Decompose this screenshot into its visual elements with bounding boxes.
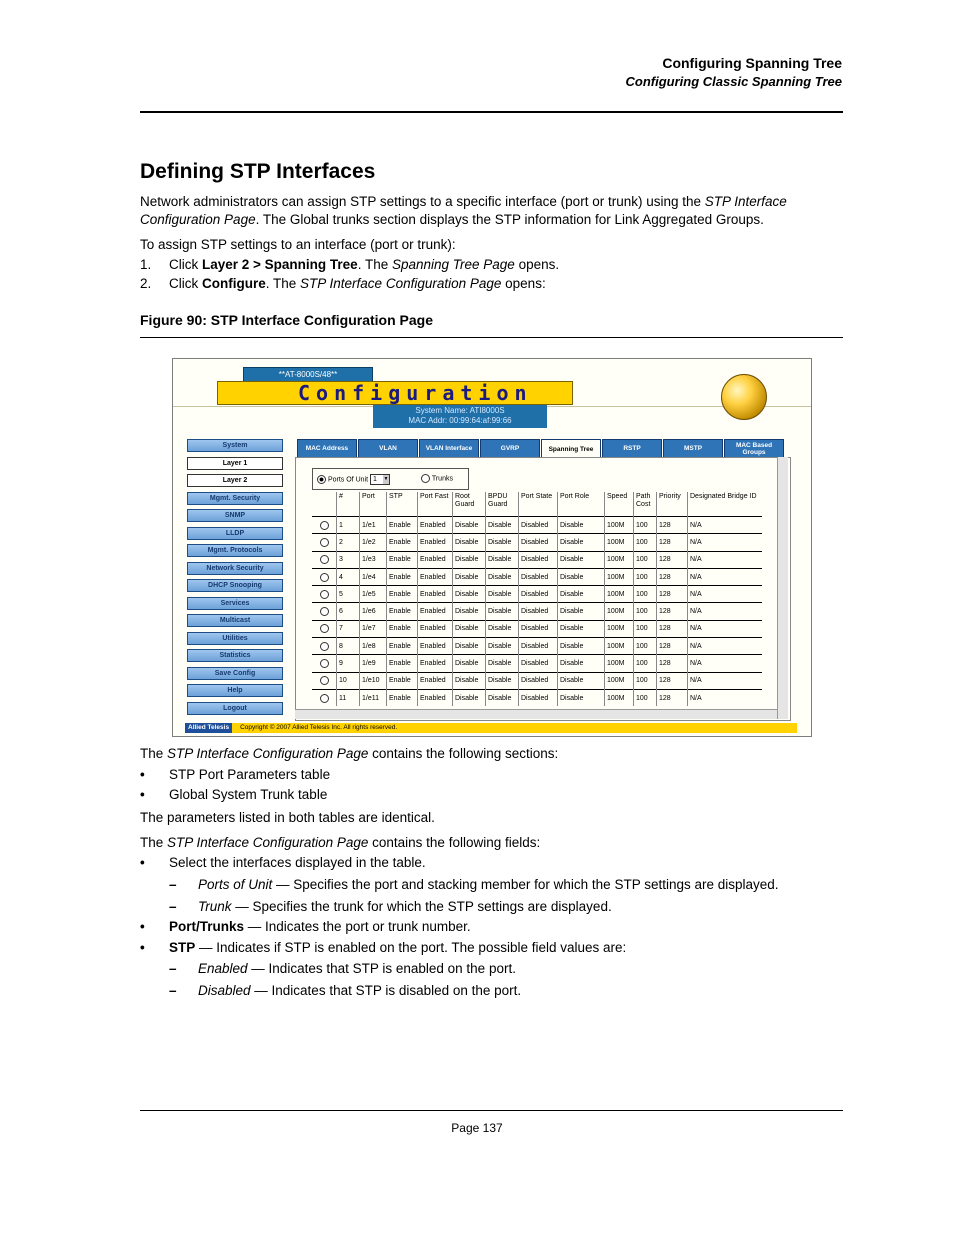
menu-lldp[interactable]: LLDP	[187, 527, 283, 540]
menu-help[interactable]: Help	[187, 684, 283, 697]
table-row	[312, 517, 762, 534]
table-cell: 5	[337, 586, 360, 603]
table-cell: Disable	[453, 603, 486, 620]
table-row	[312, 638, 762, 655]
table-cell: 6	[337, 603, 360, 620]
table-row	[312, 689, 762, 706]
chevron-down-icon: ▼	[383, 476, 389, 482]
table-cell: Disable	[558, 638, 605, 655]
table-cell: Enable	[387, 534, 418, 551]
table-cell: N/A	[688, 568, 763, 585]
row-select-radio[interactable]	[320, 521, 329, 530]
table-cell: 128	[657, 655, 688, 672]
table-cell: 128	[657, 551, 688, 568]
table-cell: 100	[634, 568, 657, 585]
field-port-trunks: • Port/Trunks — Indicates the port or trunk number.	[140, 919, 471, 934]
table-cell: 1/e2	[360, 534, 387, 551]
col-stp: STP	[387, 492, 418, 517]
table-cell: Enable	[387, 586, 418, 603]
col-port-role: Port Role	[558, 492, 605, 517]
table-row	[312, 586, 762, 603]
fields-intro: The STP Interface Configuration Page contains the following fields:	[140, 835, 541, 850]
table-cell: Enable	[387, 517, 418, 534]
field-trunk: – Trunk — Specifies the trunk for which the STP settings are displayed.	[169, 899, 612, 914]
table-cell: Enabled	[418, 655, 453, 672]
table-cell: N/A	[688, 586, 763, 603]
table-cell: Disable	[558, 586, 605, 603]
footer-rule	[140, 1110, 843, 1111]
figure-caption: Figure 90: STP Interface Configuration Page	[140, 312, 434, 328]
table-cell: 1/e1	[360, 517, 387, 534]
table-cell: Enabled	[418, 672, 453, 689]
table-row	[312, 655, 762, 672]
menu-save-config[interactable]: Save Config	[187, 667, 283, 680]
table-cell: 128	[657, 568, 688, 585]
value-disabled: – Disabled — Indicates that STP is disabled on the port.	[169, 983, 522, 998]
table-cell: 11	[337, 689, 360, 706]
table-cell: 128	[657, 672, 688, 689]
table-cell: Disable	[486, 568, 519, 585]
screenshot-footer	[185, 723, 797, 733]
table-cell: 8	[337, 638, 360, 655]
table-cell: 100M	[605, 517, 634, 534]
table-cell: Disable	[558, 551, 605, 568]
table-cell: Enable	[387, 568, 418, 585]
table-cell: 100M	[605, 672, 634, 689]
table-cell: Disabled	[519, 603, 558, 620]
stp-port-table	[312, 492, 762, 706]
col-port: Port	[360, 492, 387, 517]
tab-bar	[295, 439, 785, 457]
table-cell: N/A	[688, 534, 763, 551]
table-cell: 100	[634, 655, 657, 672]
table-row	[312, 551, 762, 568]
table-cell: 1/e3	[360, 551, 387, 568]
menu-multicast[interactable]: Multicast	[187, 614, 283, 627]
section-item: • Global System Trunk table	[140, 787, 328, 802]
table-cell: Disable	[558, 672, 605, 689]
table-cell: Enabled	[418, 689, 453, 706]
table-cell: Disable	[558, 517, 605, 534]
menu-mgmt-security[interactable]: Mgmt. Security	[187, 492, 283, 505]
table-cell: Disable	[486, 603, 519, 620]
table-cell: Enable	[387, 620, 418, 637]
table-cell: Disable	[558, 655, 605, 672]
col-number: #	[337, 492, 360, 517]
table-cell: 100	[634, 534, 657, 551]
table-cell: 1/e8	[360, 638, 387, 655]
table-cell: Disable	[453, 568, 486, 585]
table-cell: 7	[337, 620, 360, 637]
section-title: Defining STP Interfaces	[140, 160, 376, 183]
value-enabled: – Enabled — Indicates that STP is enabled on the port.	[169, 961, 516, 976]
table-cell: 100M	[605, 568, 634, 585]
identical-note: The parameters listed in both tables are identical.	[140, 810, 435, 825]
table-row	[312, 603, 762, 620]
configuration-banner	[217, 381, 573, 405]
tab-gvrp[interactable]: GVRP	[480, 439, 540, 458]
ports-label: Ports	[327, 476, 345, 484]
table-cell: Enabled	[418, 586, 453, 603]
copyright-text: Copyright © 2007 Allied Telesis Inc. All rights reserved.	[240, 724, 398, 731]
table-cell: Disable	[453, 517, 486, 534]
configuration-banner-text: Configuration	[298, 381, 533, 405]
table-cell: Disable	[453, 620, 486, 637]
unit-select[interactable]: 1 ▼	[370, 474, 390, 485]
table-cell: 100	[634, 603, 657, 620]
field-stp: • STP — Indicates if STP is enabled on the port. The possible field values are:	[140, 940, 627, 955]
table-cell: Disable	[558, 568, 605, 585]
table-cell: Disable	[453, 638, 486, 655]
page-number: Page 137	[451, 1121, 503, 1135]
menu-layer-2[interactable]: Layer 2	[187, 474, 283, 487]
col-speed: Speed	[605, 492, 634, 517]
table-cell: Disable	[486, 517, 519, 534]
table-cell: Enable	[387, 551, 418, 568]
model-label: **AT-8000S/48**	[243, 367, 373, 383]
table-cell: 1/e11	[360, 689, 387, 706]
tab-rstp[interactable]: RSTP	[602, 439, 662, 458]
table-cell: Disabled	[519, 534, 558, 551]
row-select-radio[interactable]	[320, 642, 329, 651]
step-2: 2. Click Configure. The STP Interface Configuration Page opens:	[140, 276, 546, 291]
table-row	[312, 534, 762, 551]
table-cell: N/A	[688, 551, 763, 568]
table-cell: 10	[337, 672, 360, 689]
table-cell: Disable	[558, 603, 605, 620]
row-select-radio[interactable]	[320, 607, 329, 616]
table-cell: Enable	[387, 655, 418, 672]
table-cell: Disable	[486, 586, 519, 603]
table-cell: Enabled	[418, 551, 453, 568]
table-cell: 1/e7	[360, 620, 387, 637]
table-cell: 100	[634, 551, 657, 568]
ports-radio[interactable]	[317, 475, 326, 484]
menu-utilities[interactable]: Utilities	[187, 632, 283, 645]
table-cell: Disable	[558, 534, 605, 551]
table-cell: Disable	[453, 672, 486, 689]
table-cell: Enable	[387, 672, 418, 689]
table-cell: 1	[337, 517, 360, 534]
allied-telesis-logo: Allied Telesis	[185, 723, 232, 733]
table-cell: 100M	[605, 638, 634, 655]
col-root-guard: Root Guard	[453, 492, 486, 517]
table-cell: Disable	[486, 655, 519, 672]
table-cell: 128	[657, 638, 688, 655]
table-cell: N/A	[688, 655, 763, 672]
table-cell: Disable	[486, 534, 519, 551]
table-cell: Disable	[453, 655, 486, 672]
row-select-radio[interactable]	[320, 659, 329, 668]
table-cell: 100	[634, 672, 657, 689]
table-cell: 128	[657, 689, 688, 706]
table-cell: Disabled	[519, 568, 558, 585]
row-select-radio[interactable]	[320, 538, 329, 547]
row-select-radio[interactable]	[320, 694, 329, 703]
table-cell: Enabled	[418, 620, 453, 637]
tab-mac-address[interactable]: MAC Address	[297, 439, 357, 458]
table-cell: Disable	[486, 620, 519, 637]
interface-selector	[312, 468, 469, 490]
table-cell: Disable	[558, 620, 605, 637]
table-row	[312, 672, 762, 689]
field-ports-of-unit: – Ports of Unit — Specifies the port and stacking member for which the STP settings are displayed.	[169, 877, 779, 892]
table-cell: N/A	[688, 620, 763, 637]
mac-address: MAC Addr: 00:99:64:af:99:66	[408, 416, 512, 425]
table-cell: 1/e4	[360, 568, 387, 585]
tab-mstp[interactable]: MSTP	[663, 439, 723, 458]
table-cell: Enabled	[418, 603, 453, 620]
table-cell: 100M	[605, 689, 634, 706]
table-cell: Enabled	[418, 638, 453, 655]
menu-services[interactable]: Services	[187, 597, 283, 610]
table-cell: N/A	[688, 603, 763, 620]
menu-layer-1[interactable]: Layer 1	[187, 457, 283, 470]
menu-system[interactable]: System	[187, 439, 283, 452]
menu-network-security[interactable]: Network Security	[187, 562, 283, 575]
system-info-box	[373, 405, 547, 428]
table-cell: Disable	[453, 586, 486, 603]
field-select-interfaces: • Select the interfaces displayed in the table.	[140, 855, 426, 870]
row-select-radio[interactable]	[320, 573, 329, 582]
left-menu	[187, 439, 283, 719]
col-port-state: Port State	[519, 492, 558, 517]
table-cell: Enabled	[418, 534, 453, 551]
col-port-fast: Port Fast	[418, 492, 453, 517]
table-cell: Enable	[387, 638, 418, 655]
system-name: System Name: ATI8000S	[415, 406, 505, 415]
row-select-radio[interactable]	[320, 676, 329, 685]
table-cell: Disable	[453, 534, 486, 551]
table-cell: 100	[634, 620, 657, 637]
table-cell: 100	[634, 689, 657, 706]
running-header-section: Configuring Classic Spanning Tree	[625, 74, 842, 89]
table-cell: Enable	[387, 689, 418, 706]
step-1: 1. Click Layer 2 > Spanning Tree. The Spanning Tree Page opens.	[140, 257, 560, 272]
col-designated-bridge-id: Designated Bridge ID	[690, 493, 757, 500]
table-cell: Disable	[453, 551, 486, 568]
table-cell: Disabled	[519, 672, 558, 689]
table-cell: 100M	[605, 620, 634, 637]
table-cell: Disable	[486, 689, 519, 706]
table-cell: 1/e9	[360, 655, 387, 672]
table-cell: 1/e10	[360, 672, 387, 689]
table-cell: 4	[337, 568, 360, 585]
intro-paragraph: Network administrators can assign STP settings to a specific interface (port or trunk) using the STP Interface Configuration Page. The Global trunks section displays the STP information for Link Aggregated Groups.	[140, 194, 787, 227]
trunks-radio[interactable]	[421, 474, 430, 483]
table-cell: N/A	[688, 689, 763, 706]
table-cell: 2	[337, 534, 360, 551]
table-cell: Enabled	[418, 517, 453, 534]
table-cell: Enable	[387, 603, 418, 620]
col-path-cost: Path Cost	[634, 492, 657, 517]
tab-mac-based-groups[interactable]: MAC Based Groups	[724, 439, 784, 458]
header-rule	[140, 111, 843, 113]
table-cell: 128	[657, 517, 688, 534]
table-cell: Disabled	[519, 551, 558, 568]
table-cell: 100	[634, 517, 657, 534]
figure-rule	[140, 337, 843, 338]
tab-vlan-interface[interactable]: VLAN Interface	[419, 439, 479, 458]
table-cell: 100M	[605, 603, 634, 620]
table-cell: Disable	[558, 689, 605, 706]
table-cell: N/A	[688, 638, 763, 655]
sections-intro: The STP Interface Configuration Page contains the following sections:	[140, 746, 559, 761]
table-cell: 100M	[605, 534, 634, 551]
table-cell: 100M	[605, 551, 634, 568]
menu-logout[interactable]: Logout	[187, 702, 283, 715]
table-cell: 128	[657, 620, 688, 637]
running-header-chapter: Configuring Spanning Tree	[662, 55, 842, 71]
row-select-radio[interactable]	[320, 624, 329, 633]
procedure-intro: To assign STP settings to an interface (port or trunk):	[140, 237, 456, 252]
row-select-radio[interactable]	[320, 555, 329, 564]
table-cell: 100	[634, 638, 657, 655]
table-cell: 128	[657, 586, 688, 603]
table-cell: 128	[657, 603, 688, 620]
table-cell: Disabled	[519, 517, 558, 534]
table-cell: Disable	[453, 689, 486, 706]
menu-mgmt-protocols[interactable]: Mgmt. Protocols	[187, 544, 283, 557]
tab-spanning-tree[interactable]: Spanning Tree	[541, 439, 601, 459]
section-item: • STP Port Parameters table	[140, 767, 331, 782]
col-bpdu-guard: BPDU Guard	[486, 492, 519, 517]
vertical-scrollbar[interactable]	[777, 457, 788, 719]
row-select-radio[interactable]	[320, 590, 329, 599]
table-cell: 100	[634, 586, 657, 603]
table-cell: Disable	[486, 672, 519, 689]
table-cell: N/A	[688, 672, 763, 689]
col-priority: Priority	[657, 492, 688, 517]
table-cell: 9	[337, 655, 360, 672]
menu-dhcp-snooping[interactable]: DHCP Snooping	[187, 579, 283, 592]
table-cell: 1/e5	[360, 586, 387, 603]
menu-statistics[interactable]: Statistics	[187, 649, 283, 662]
horizontal-scrollbar[interactable]	[295, 709, 777, 719]
table-row	[312, 568, 762, 585]
table-cell: 100M	[605, 586, 634, 603]
table-cell: N/A	[688, 517, 763, 534]
of-unit-label: Of Unit	[346, 476, 369, 484]
table-cell: 1/e6	[360, 603, 387, 620]
table-cell: 3	[337, 551, 360, 568]
table-cell: Disable	[486, 638, 519, 655]
table-cell: Disabled	[519, 689, 558, 706]
table-cell: Disabled	[519, 620, 558, 637]
stp-config-screenshot	[172, 358, 812, 737]
table-cell: Disable	[486, 551, 519, 568]
table-cell: 100M	[605, 655, 634, 672]
table-cell: Disabled	[519, 586, 558, 603]
globe-logo-icon	[721, 374, 767, 420]
trunks-label: Trunks	[431, 475, 453, 483]
table-row	[312, 620, 762, 637]
table-cell: Enabled	[418, 568, 453, 585]
table-cell: Disabled	[519, 638, 558, 655]
tab-vlan[interactable]: VLAN	[358, 439, 418, 458]
menu-snmp[interactable]: SNMP	[187, 509, 283, 522]
table-cell: Disabled	[519, 655, 558, 672]
stp-panel	[295, 457, 791, 721]
table-cell: 128	[657, 534, 688, 551]
